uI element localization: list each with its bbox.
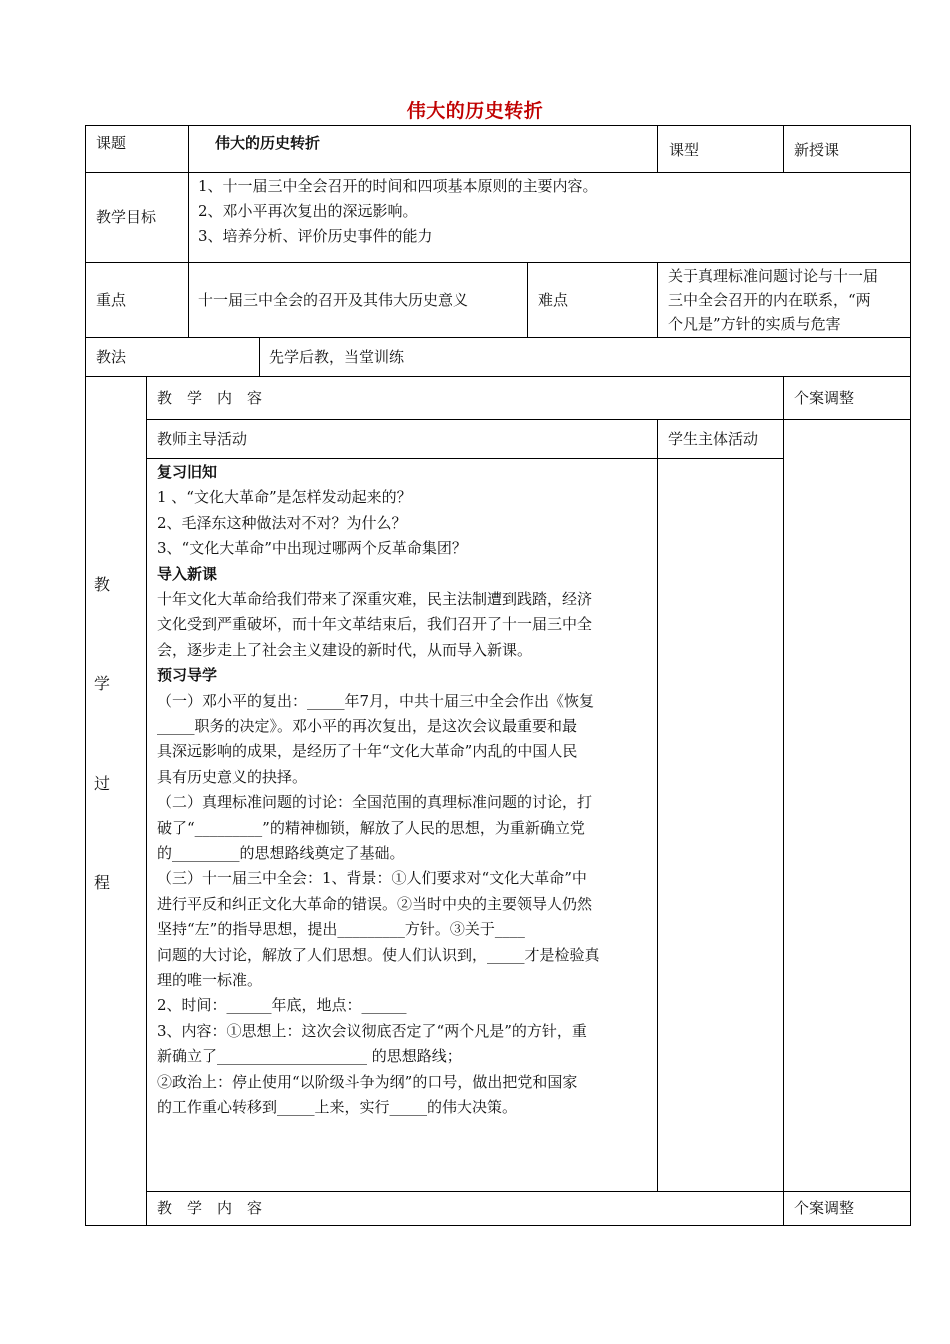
adjust-header: 个案调整 <box>794 389 855 407</box>
difficulty-label: 难点 <box>538 291 569 309</box>
teacher-activity-header: 教师主导活动 <box>157 430 248 448</box>
objective-item: 2、邓小平再次复出的深远影响。 <box>198 202 418 220</box>
content-line: 具有历史意义的抉择。 <box>157 767 308 786</box>
section-heading: 预习导学 <box>157 666 218 685</box>
content-line: 1 、“文化大革命”是怎样发动起来的？ <box>157 488 412 507</box>
content-line: 文化受到严重破坏，而十年文革结束后，我们召开了十一届三中全 <box>157 615 593 634</box>
objective-item: 3、培养分析、评价历史事件的能力 <box>198 227 433 245</box>
side-char: 教 <box>94 575 111 594</box>
side-char: 学 <box>94 674 111 693</box>
adjust-header-repeat: 个案调整 <box>794 1199 855 1217</box>
content-line: ②政治上：停止使用“以阶级斗争为纲”的口号，做出把党和国家 <box>157 1072 578 1091</box>
document-title: 伟大的历史转折 <box>406 100 544 122</box>
method-label: 教法 <box>96 348 127 366</box>
side-char: 过 <box>94 774 111 793</box>
content-line: 3、“文化大革命”中出现过哪两个反革命集团？ <box>157 539 467 558</box>
difficulty-line: 个凡是”方针的实质与危害 <box>668 315 841 333</box>
content-line: 问题的大讨论，解放了人们思想。使人们认识到，_____才是检验真 <box>157 945 600 964</box>
method-value: 先学后教，当堂训练 <box>269 348 405 366</box>
content-line: 会，逐步走上了社会主义建设的新时代，从而导入新课。 <box>157 640 533 659</box>
content-line: 新确立了____________________ 的思想路线； <box>157 1047 462 1066</box>
content-line: 的_________的思想路线奠定了基础。 <box>157 844 405 862</box>
lesson-type-label: 课型 <box>669 141 700 159</box>
content-line: 2、时间：______年底，地点：______ <box>157 996 407 1015</box>
content-line: 3、内容：①思想上：这次会议彻底否定了“两个凡是”的方针，重 <box>157 1021 587 1040</box>
content-line: 理的唯一标准。 <box>157 971 263 989</box>
content-line: 破了“_________”的精神枷锁，解放了人民的思想，为重新确立党 <box>157 818 585 837</box>
content-line: 进行平反和纠正文化大革命的错误。②当时中央的主要领导人仍然 <box>157 894 593 913</box>
key-point-label: 重点 <box>96 291 127 309</box>
content-line: 具深远影响的成果，是经历了十年“文化大革命”内乱的中国人民 <box>157 742 578 761</box>
objectives-label: 教学目标 <box>96 208 157 226</box>
content-line: _____职务的决定》。邓小平的再次复出，是这次会议最重要和最 <box>157 717 578 735</box>
section-heading: 复习旧知 <box>157 463 218 481</box>
topic-label: 课题 <box>96 134 127 152</box>
lesson-type-value: 新授课 <box>794 141 840 159</box>
content-line: 2、毛泽东这种做法对不对？为什么？ <box>157 513 407 532</box>
objective-item: 1、十一届三中全会召开的时间和四项基本原则的主要内容。 <box>198 177 598 195</box>
content-line: （三）十一届三中全会：1、背景：①人们要求对“文化大革命”中 <box>157 869 587 888</box>
difficulty-line: 关于真理标准问题讨论与十一届 <box>668 267 879 285</box>
side-char: 程 <box>94 873 111 892</box>
content-line: 坚持“左”的指导思想，提出_________方针。③关于____ <box>157 920 525 939</box>
content-line: 的工作重心转移到_____上来，实行_____的伟大决策。 <box>157 1098 518 1116</box>
difficulty-line: 三中全会召开的内在联系，“两 <box>668 291 871 309</box>
key-point-value: 十一届三中全会的召开及其伟大历史意义 <box>198 291 469 309</box>
content-line: （一）邓小平的复出：_____年7月，中共十届三中全会作出《恢复 <box>157 691 595 710</box>
content-line: （二）真理标准问题的讨论：全国范围的真理标准问题的讨论，打 <box>157 793 593 812</box>
content-header: 教 学 内 容 <box>157 389 263 407</box>
content-header-repeat: 教 学 内 容 <box>157 1199 263 1217</box>
student-activity-header: 学生主体活动 <box>668 430 759 448</box>
topic-value: 伟大的历史转折 <box>215 134 321 152</box>
section-heading: 导入新课 <box>157 564 218 583</box>
content-line: 十年文化大革命给我们带来了深重灾难，民主法制遭到践踏，经济 <box>157 590 593 608</box>
